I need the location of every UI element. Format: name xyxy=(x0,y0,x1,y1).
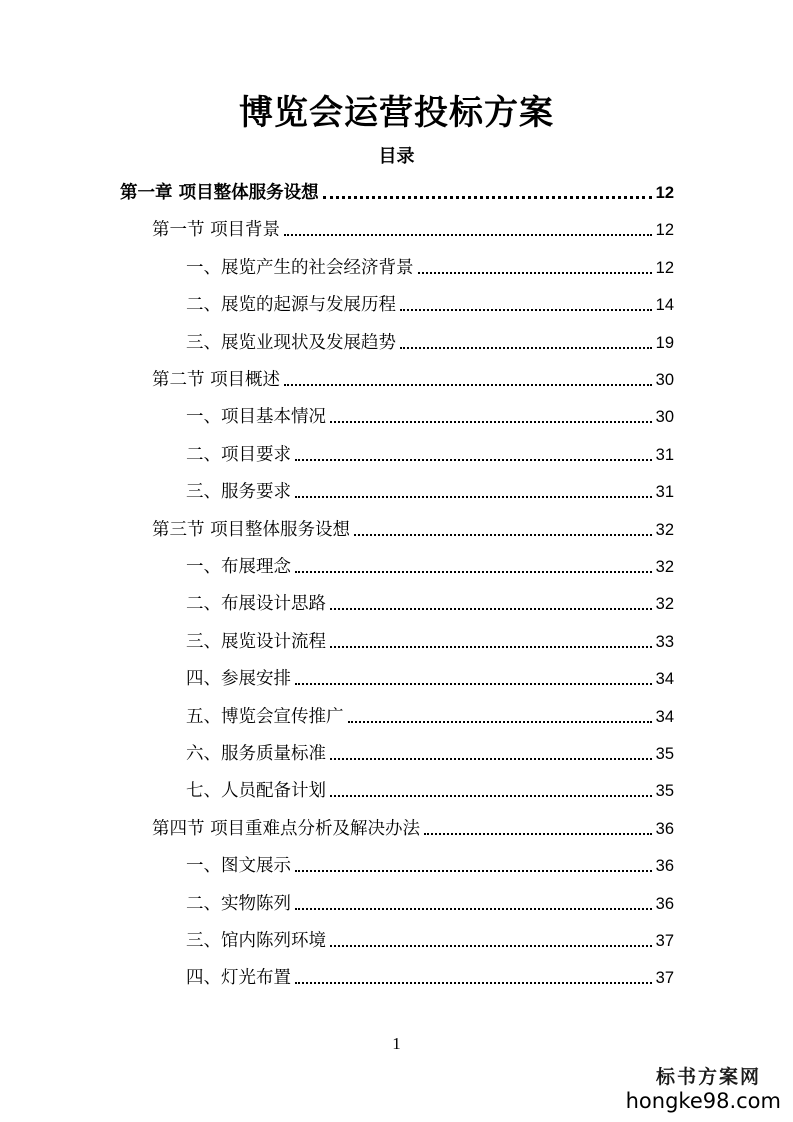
toc-leader-dots xyxy=(295,982,652,984)
toc-entry-label: 六、服务质量标准 xyxy=(186,744,326,764)
toc-leader-dots xyxy=(295,496,652,498)
toc-entry-item[interactable] xyxy=(186,437,674,467)
toc-entry-page: 19 xyxy=(655,333,674,352)
toc-leader-dots xyxy=(330,795,652,797)
toc-entry-item[interactable] xyxy=(186,287,674,317)
toc-entry-page: 33 xyxy=(655,632,674,651)
toc-leader-dots xyxy=(295,571,652,573)
toc-entry-page: 30 xyxy=(655,408,674,427)
toc-entry-label: 一、项目基本情况 xyxy=(186,407,326,428)
watermark xyxy=(626,1068,781,1112)
toc-entry-label: 第一章 项目整体服务设想 xyxy=(120,183,319,203)
toc-leader-dots xyxy=(330,421,652,423)
toc-leader-dots xyxy=(295,908,652,910)
toc-leader-dots xyxy=(284,234,652,236)
toc-entry-item[interactable] xyxy=(186,325,674,355)
toc-entry-page: 35 xyxy=(655,745,674,763)
toc-entry-label: 三、展览设计流程 xyxy=(186,631,326,652)
toc-entry-label: 第四节 项目重难点分析及解决办法 xyxy=(152,818,421,839)
watermark-site-name: 标书方案网 xyxy=(655,1066,761,1088)
toc-entry-item[interactable] xyxy=(186,923,674,953)
toc-entry-page: 12 xyxy=(655,184,674,202)
toc-entry-page: 34 xyxy=(655,670,674,689)
toc-entry-label: 一、布展理念 xyxy=(186,557,291,577)
toc-entry-item[interactable] xyxy=(186,399,674,429)
toc-leader-dots xyxy=(284,384,652,386)
toc-entry-page: 36 xyxy=(655,819,674,838)
toc-entry-item[interactable] xyxy=(186,586,674,616)
toc-entry-item[interactable] xyxy=(186,661,674,691)
toc-entry-label: 一、展览产生的社会经济背景 xyxy=(186,257,414,278)
toc-entry-label: 第三节 项目整体服务设想 xyxy=(152,519,351,540)
toc-entry-item[interactable] xyxy=(186,699,674,729)
toc-entry-section[interactable] xyxy=(152,811,674,841)
toc-leader-dots xyxy=(400,309,652,311)
toc-entry-label: 三、展览业现状及发展趋势 xyxy=(186,332,396,353)
toc-entry-page: 32 xyxy=(655,520,674,539)
toc-entry-page: 30 xyxy=(655,371,674,389)
toc-leader-dots xyxy=(330,758,652,760)
toc-entry-page: 36 xyxy=(655,857,674,876)
toc-entry-item[interactable] xyxy=(186,549,674,579)
toc-entry-page: 36 xyxy=(655,894,674,913)
toc-entry-page: 32 xyxy=(655,595,674,614)
toc-leader-dots xyxy=(330,646,652,648)
toc-entry-label: 五、博览会宣传推广 xyxy=(186,706,344,727)
toc-entry-item[interactable] xyxy=(186,624,674,654)
toc-entry-section[interactable] xyxy=(152,212,674,242)
toc-leader-dots xyxy=(400,347,652,349)
toc-entry-label: 三、服务要求 xyxy=(186,482,291,503)
toc-entry-chapter[interactable] xyxy=(120,175,674,205)
toc-entry-page: 31 xyxy=(655,483,674,502)
toc-heading: 目录 xyxy=(378,146,415,167)
document-title: 博览会运营投标方案 xyxy=(239,93,554,133)
toc-entry-section[interactable] xyxy=(152,512,674,542)
toc-entry-label: 第一节 项目背景 xyxy=(152,220,281,241)
toc-entry-item[interactable] xyxy=(186,960,674,990)
toc-leader-dots xyxy=(323,196,652,199)
toc-entry-page: 12 xyxy=(655,258,674,277)
toc-entry-label: 二、实物陈列 xyxy=(186,893,291,914)
toc-entry-label: 二、项目要求 xyxy=(186,444,291,465)
toc-entry-page: 37 xyxy=(655,969,674,988)
toc-entry-section[interactable] xyxy=(152,362,674,392)
watermark-url: hongke98.com xyxy=(625,1089,781,1113)
toc-entry-page: 31 xyxy=(655,445,674,464)
toc-entry-page: 34 xyxy=(655,707,674,726)
toc-entry-item[interactable] xyxy=(186,773,674,803)
toc-leader-dots xyxy=(418,272,652,274)
toc-entry-item[interactable] xyxy=(186,474,674,504)
toc-entry-label: 四、参展安排 xyxy=(186,669,291,690)
toc-entry-label: 二、布展设计思路 xyxy=(186,594,326,615)
toc-entry-label: 第二节 项目概述 xyxy=(152,370,281,390)
toc-entry-label: 四、灯光布置 xyxy=(186,968,291,989)
toc-entry-label: 七、人员配备计划 xyxy=(186,781,326,802)
toc-entry-page: 35 xyxy=(655,782,674,801)
toc-leader-dots xyxy=(424,833,652,835)
toc-entry-page: 14 xyxy=(655,296,674,315)
toc-leader-dots xyxy=(330,945,652,947)
toc-leader-dots xyxy=(348,721,652,723)
toc-leader-dots xyxy=(330,608,652,610)
toc-leader-dots xyxy=(354,534,652,536)
page-number: 1 xyxy=(392,1034,401,1053)
toc-entry-page: 32 xyxy=(655,558,674,576)
toc-leader-dots xyxy=(295,870,652,872)
toc-entry-item[interactable] xyxy=(186,886,674,916)
toc-leader-dots xyxy=(295,459,652,461)
toc-entry-label: 三、馆内陈列环境 xyxy=(186,931,326,951)
toc-leader-dots xyxy=(295,683,652,685)
toc-entry-item[interactable] xyxy=(186,848,674,878)
toc-entry-page: 37 xyxy=(655,932,674,950)
toc-entry-label: 二、展览的起源与发展历程 xyxy=(186,295,396,316)
toc-entry-page: 12 xyxy=(655,221,674,240)
toc-entry-item[interactable] xyxy=(186,736,674,766)
toc-entry-item[interactable] xyxy=(186,250,674,280)
toc-entry-label: 一、图文展示 xyxy=(186,856,291,877)
